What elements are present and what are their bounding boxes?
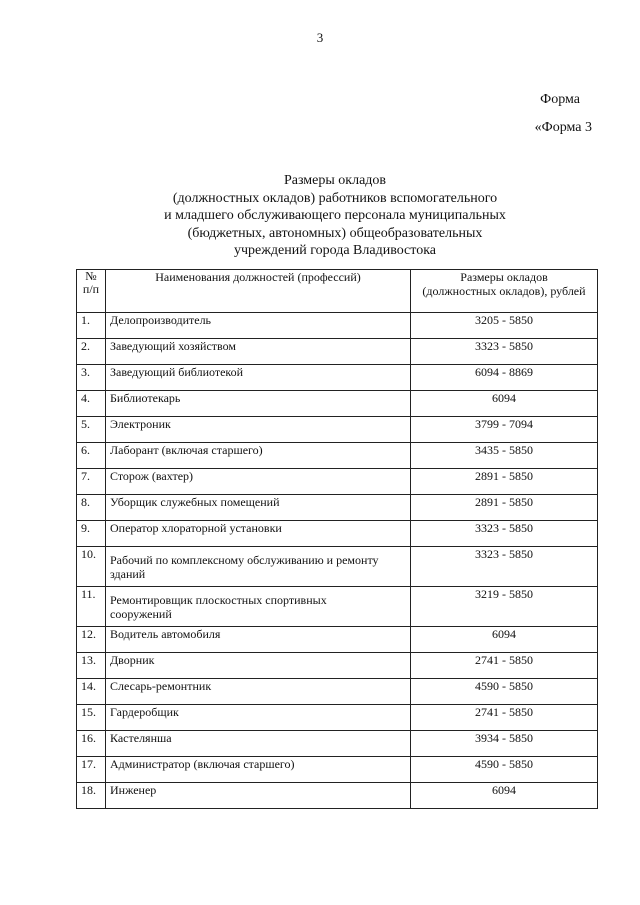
table-row (77, 365, 598, 391)
row-number: 6. (77, 443, 106, 469)
table-row (77, 443, 598, 469)
table-row (77, 679, 598, 705)
row-position-name: Сторож (вахтер) (106, 469, 411, 495)
title-line: (бюджетных, автономных) общеобразовательных (187, 225, 483, 241)
title-line: (должностных окладов) работников вспомогательного (172, 190, 498, 206)
row-position-name: Администратор (включая старшего) (106, 757, 411, 783)
title-line: и младшего обслуживающего персонала муниципальных (164, 208, 506, 223)
row-position-name (106, 587, 411, 627)
row-salary-range: 4590 - 5850 (411, 679, 598, 705)
row-position-name-line2: зданий (110, 567, 146, 581)
row-salary-range: 2741 - 5850 (411, 653, 598, 679)
table-row (77, 653, 598, 679)
header-number (77, 270, 106, 313)
row-position-name: Лаборант (включая старшего) (106, 443, 411, 469)
salary-table (76, 269, 598, 809)
row-salary-range: 3205 - 5850 (411, 313, 598, 339)
row-salary-range: 2891 - 5850 (411, 469, 598, 495)
row-number: 9. (77, 521, 106, 547)
row-number: 12. (77, 627, 106, 653)
row-number: 5. (77, 417, 106, 443)
row-position-name: Библиотекарь (106, 391, 411, 417)
table-row (77, 391, 598, 417)
header-number-line1: № (85, 269, 97, 283)
row-position-name-line2: сооружений (110, 607, 172, 621)
row-position-name: Слесарь-ремонтник (106, 679, 411, 705)
row-salary-range: 4590 - 5850 (411, 757, 598, 783)
row-salary-range: 6094 (411, 627, 598, 653)
row-salary-range: 2741 - 5850 (411, 705, 598, 731)
row-position-name: Уборщик служебных помещений (106, 495, 411, 521)
row-position-name-line1: Рабочий по комплексному обслуживанию и ремонту (110, 553, 379, 567)
row-salary-range: 3934 - 5850 (411, 731, 598, 757)
document-title (110, 172, 560, 260)
row-position-name-line1: Ремонтировщик плоскостных спортивных (110, 593, 327, 607)
header-number-line2: п/п (82, 282, 100, 296)
table-row (77, 627, 598, 653)
row-number: 17. (77, 757, 106, 783)
row-position-name: Делопроизводитель (106, 313, 411, 339)
row-number: 1. (77, 313, 106, 339)
table-row (77, 313, 598, 339)
row-position-name: Гардеробщик (106, 705, 411, 731)
header-salary-range (411, 270, 598, 313)
header-range-line2: (должностных окладов), рублей (422, 284, 586, 298)
header-range-line1: Размеры окладов (460, 270, 548, 284)
row-salary-range: 3435 - 5850 (411, 443, 598, 469)
row-salary-range: 3323 - 5850 (411, 521, 598, 547)
table-row (77, 705, 598, 731)
row-number: 11. (77, 587, 106, 627)
form-label: Форма (540, 92, 580, 107)
row-number: 3. (77, 365, 106, 391)
table-row (77, 757, 598, 783)
row-position-name: Оператор хлораторной установки (106, 521, 411, 547)
row-position-name: Заведующий библиотекой (106, 365, 411, 391)
row-number: 7. (77, 469, 106, 495)
row-salary-range: 3219 - 5850 (411, 587, 598, 627)
row-number: 15. (77, 705, 106, 731)
row-number: 14. (77, 679, 106, 705)
row-position-name: Инженер (106, 783, 411, 809)
table-row (77, 547, 598, 587)
row-number: 4. (77, 391, 106, 417)
row-salary-range: 2891 - 5850 (411, 495, 598, 521)
table-row (77, 783, 598, 809)
row-number: 10. (77, 547, 106, 587)
row-number: 8. (77, 495, 106, 521)
row-position-name: Кастелянша (106, 731, 411, 757)
page-number: 3 (316, 30, 324, 45)
row-salary-range: 6094 - 8869 (411, 365, 598, 391)
table-row (77, 587, 598, 627)
header-position-name: Наименования должностей (профессий) (106, 270, 411, 313)
table-row (77, 417, 598, 443)
table-row (77, 339, 598, 365)
table-row (77, 469, 598, 495)
row-position-name: Дворник (106, 653, 411, 679)
table-header-row (77, 270, 598, 313)
row-position-name: Электроник (106, 417, 411, 443)
row-salary-range: 6094 (411, 783, 598, 809)
row-number: 16. (77, 731, 106, 757)
row-position-name: Водитель автомобиля (106, 627, 411, 653)
row-position-name: Заведующий хозяйством (106, 339, 411, 365)
form-reference: «Форма 3 (534, 120, 592, 135)
row-salary-range: 3323 - 5850 (411, 547, 598, 587)
row-number: 2. (77, 339, 106, 365)
table-row (77, 495, 598, 521)
title-line: Размеры окладов (283, 173, 387, 188)
title-line: учреждений города Владивостока (233, 243, 437, 258)
row-salary-range: 6094 (411, 391, 598, 417)
row-number: 18. (77, 783, 106, 809)
row-number: 13. (77, 653, 106, 679)
row-salary-range: 3323 - 5850 (411, 339, 598, 365)
row-salary-range: 3799 - 7094 (411, 417, 598, 443)
table-row (77, 731, 598, 757)
row-position-name (106, 547, 411, 587)
table-row (77, 521, 598, 547)
